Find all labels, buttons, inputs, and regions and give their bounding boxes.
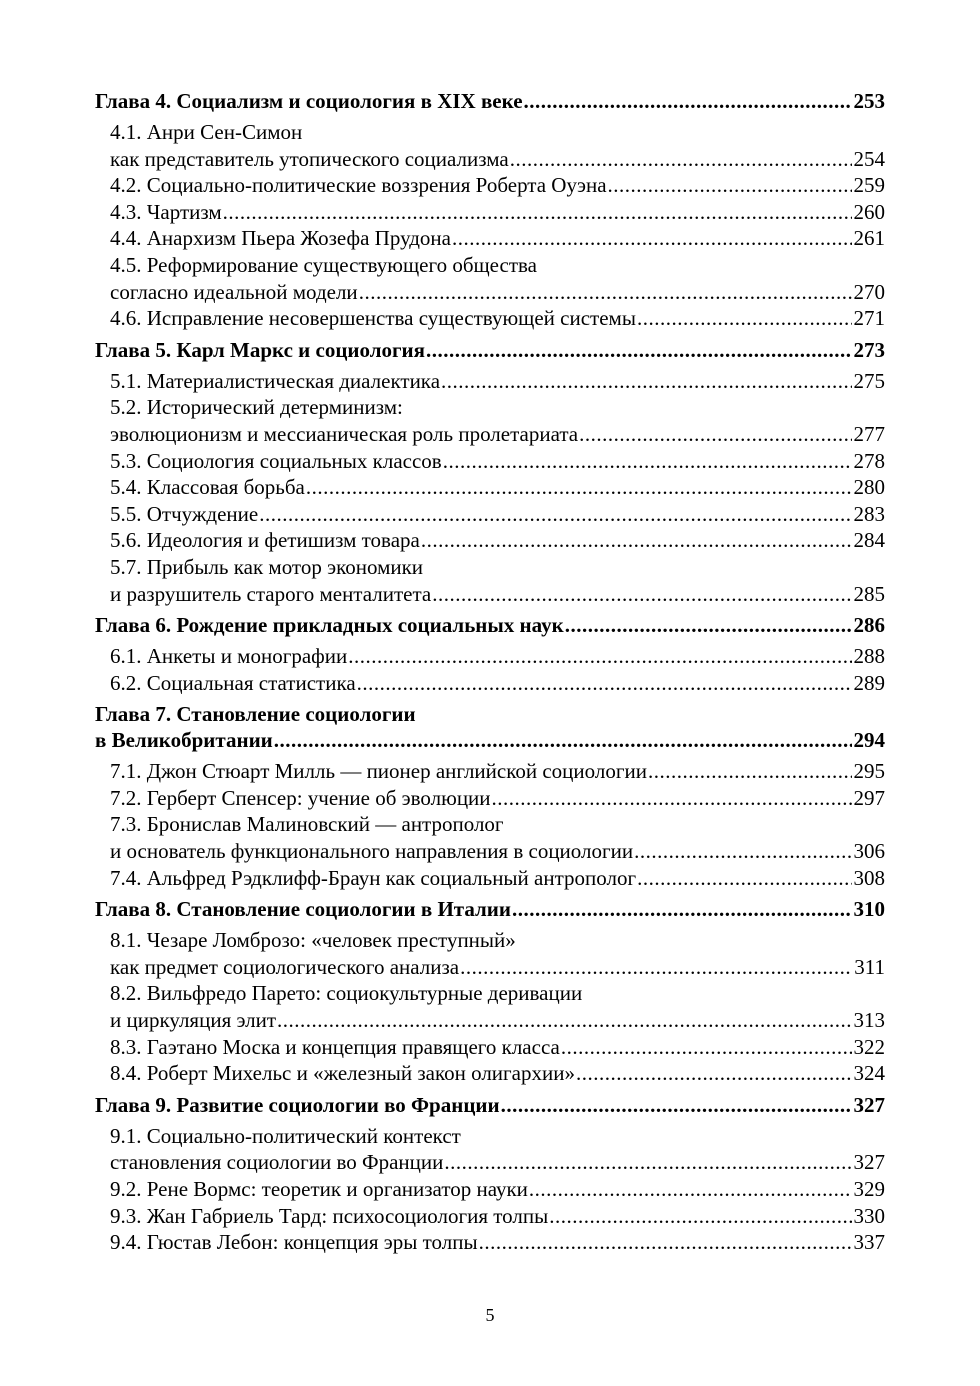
entry-title: 7.4. Альфред Рэдклифф-Браун как социальный антрополог bbox=[110, 865, 637, 890]
entry-title: 8.1. Чезаре Ломброзо: «человек преступный» bbox=[110, 928, 516, 953]
entry-title: 9.1. Социально-политический контекст bbox=[110, 1123, 461, 1148]
entry-title: Глава 9. Развитие социологии во Франции bbox=[95, 1092, 500, 1117]
entry-line bbox=[110, 119, 885, 146]
entry-page-number: 277 bbox=[853, 421, 885, 446]
toc-section bbox=[95, 448, 885, 475]
entry-title: 5.6. Идеология и фетишизм товара bbox=[110, 528, 420, 553]
entry-title: 9.2. Рене Вормс: теоретик и организатор науки bbox=[110, 1177, 528, 1201]
entry-page-number: 261 bbox=[853, 226, 885, 251]
toc-section bbox=[95, 1034, 885, 1061]
chapter-heading bbox=[95, 88, 885, 114]
entry-page-number: 311 bbox=[854, 954, 885, 979]
entry-line bbox=[95, 337, 885, 363]
toc-section bbox=[95, 1229, 885, 1256]
entry-line bbox=[110, 146, 885, 173]
entry-line bbox=[110, 1229, 885, 1256]
dot-leader bbox=[426, 337, 851, 363]
entry-line bbox=[95, 88, 885, 114]
entry-title: 4.5. Реформирование существующего общества bbox=[110, 252, 537, 277]
entry-title: Глава 8. Становление социологии в Италии bbox=[95, 897, 512, 922]
toc-section bbox=[95, 119, 885, 172]
entry-title: 4.4. Анархизм Пьера Жозефа Прудона bbox=[110, 226, 451, 251]
entry-line bbox=[110, 554, 885, 581]
entry-title: Глава 4. Социализм и социология в XIX веке bbox=[95, 89, 523, 113]
chapter-heading bbox=[95, 701, 885, 753]
entry-title: 9.4. Гюстав Лебон: концепция эры толпы bbox=[110, 1230, 478, 1255]
toc-chapter bbox=[95, 337, 885, 607]
dot-leader bbox=[348, 643, 851, 670]
entry-page-number: 270 bbox=[853, 279, 885, 304]
toc-section bbox=[95, 527, 885, 554]
entry-line bbox=[110, 368, 885, 395]
dot-leader bbox=[479, 1229, 852, 1256]
entry-page-number: 254 bbox=[853, 146, 885, 171]
entry-page-number: 260 bbox=[853, 199, 885, 224]
entry-title: 5.3. Социология социальных классов bbox=[110, 448, 442, 473]
toc-section bbox=[95, 865, 885, 892]
entry-title: и циркуляция элит bbox=[110, 1008, 277, 1033]
toc-section bbox=[95, 1060, 885, 1087]
entry-page-number: 288 bbox=[853, 644, 885, 669]
entry-page-number: 327 bbox=[853, 1150, 885, 1175]
chapter-heading bbox=[95, 1092, 885, 1118]
dot-leader bbox=[608, 172, 852, 199]
entry-line bbox=[110, 1060, 885, 1087]
entry-title: и основатель функционального направления в социологии bbox=[110, 839, 634, 864]
entry-title: 5.5. Отчуждение bbox=[110, 501, 259, 526]
toc-section bbox=[95, 1176, 885, 1203]
entry-line bbox=[95, 701, 885, 727]
toc-section bbox=[95, 758, 885, 785]
entry-title: в Великобритании bbox=[95, 728, 273, 753]
entry-page-number: 306 bbox=[853, 839, 885, 864]
toc-section bbox=[95, 785, 885, 812]
entry-page-number: 286 bbox=[853, 613, 885, 638]
toc-section bbox=[95, 305, 885, 332]
entry-line bbox=[110, 1149, 885, 1176]
entry-title: 8.3. Гаэтано Моска и концепция правящего класса bbox=[110, 1034, 560, 1059]
dot-leader bbox=[512, 896, 851, 922]
entry-line bbox=[110, 1203, 885, 1230]
toc-section bbox=[95, 980, 885, 1033]
entry-page-number: 310 bbox=[853, 897, 885, 922]
toc-section bbox=[95, 474, 885, 501]
entry-page-number: 327 bbox=[853, 1092, 885, 1117]
entry-line bbox=[110, 501, 885, 528]
entry-page-number: 294 bbox=[853, 728, 885, 753]
toc-chapter bbox=[95, 612, 885, 696]
toc-section bbox=[95, 368, 885, 395]
page-number: 5 bbox=[485, 1305, 495, 1325]
entry-title: 4.3. Чартизм bbox=[110, 199, 222, 224]
dot-leader bbox=[510, 146, 852, 173]
toc-section bbox=[95, 252, 885, 305]
dot-leader bbox=[274, 727, 852, 753]
dot-leader bbox=[549, 1203, 851, 1230]
toc-section bbox=[95, 225, 885, 252]
entry-line bbox=[110, 643, 885, 670]
entry-line bbox=[110, 1123, 885, 1150]
entry-line bbox=[110, 394, 885, 421]
entry-title: 5.7. Прибыль как мотор экономики bbox=[110, 554, 424, 579]
entry-line bbox=[95, 1092, 885, 1118]
toc-section bbox=[95, 554, 885, 607]
toc-chapter bbox=[95, 896, 885, 1087]
entry-line bbox=[110, 252, 885, 279]
entry-page-number: 253 bbox=[853, 89, 885, 113]
chapter-heading bbox=[95, 896, 885, 922]
entry-line bbox=[110, 421, 885, 448]
entry-title: Глава 5. Карл Маркс и социология bbox=[95, 337, 426, 362]
dot-leader bbox=[306, 474, 852, 501]
toc-section bbox=[95, 643, 885, 670]
entry-line bbox=[110, 785, 885, 812]
toc-section bbox=[95, 927, 885, 980]
entry-line bbox=[110, 1007, 885, 1034]
dot-leader bbox=[634, 838, 851, 865]
entry-line bbox=[110, 1176, 885, 1203]
entry-title: 8.2. Вильфредо Парето: социокультурные деривации bbox=[110, 981, 583, 1006]
dot-leader bbox=[524, 88, 852, 114]
entry-page-number: 322 bbox=[853, 1034, 885, 1059]
entry-title: 7.3. Бронислав Малиновский — антрополог bbox=[110, 812, 504, 837]
toc-section bbox=[95, 199, 885, 226]
entry-title: Глава 7. Становление социологии bbox=[95, 702, 416, 727]
entry-line bbox=[110, 865, 885, 892]
entry-title: как представитель утопического социализма bbox=[110, 146, 509, 171]
dot-leader bbox=[277, 1007, 851, 1034]
dot-leader bbox=[259, 501, 851, 528]
entry-line bbox=[110, 758, 885, 785]
toc-chapter bbox=[95, 88, 885, 332]
entry-page-number: 289 bbox=[853, 670, 885, 695]
dot-leader bbox=[561, 1034, 852, 1061]
dot-leader bbox=[443, 448, 852, 475]
entry-page-number: 297 bbox=[853, 785, 885, 810]
toc-chapter bbox=[95, 1092, 885, 1256]
toc-section bbox=[95, 670, 885, 697]
entry-page-number: 329 bbox=[853, 1177, 885, 1201]
entry-page-number: 284 bbox=[853, 528, 885, 553]
entry-title: 4.2. Социально-политические воззрения Роберта Оуэна bbox=[110, 173, 607, 198]
entry-title: 8.4. Роберт Михельс и «железный закон олигархии» bbox=[110, 1061, 575, 1086]
entry-title: как предмет социологического анализа bbox=[110, 954, 460, 979]
toc-section bbox=[95, 394, 885, 447]
dot-leader bbox=[529, 1176, 852, 1203]
entry-line bbox=[110, 980, 885, 1007]
entry-page-number: 283 bbox=[853, 501, 885, 526]
entry-line bbox=[110, 225, 885, 252]
entry-page-number: 308 bbox=[853, 865, 885, 890]
entry-title: и разрушитель старого менталитета bbox=[110, 581, 432, 606]
entry-title: 6.1. Анкеты и монографии bbox=[110, 644, 348, 669]
entry-title: 4.6. Исправление несовершенства существующей системы bbox=[110, 306, 636, 331]
chapter-heading bbox=[95, 337, 885, 363]
entry-line bbox=[95, 896, 885, 922]
entry-page-number: 324 bbox=[853, 1061, 885, 1086]
toc-section bbox=[95, 501, 885, 528]
entry-title: 5.1. Материалистическая диалектика bbox=[110, 368, 441, 393]
entry-line bbox=[110, 838, 885, 865]
entry-title: 5.4. Классовая борьба bbox=[110, 475, 305, 500]
dot-leader bbox=[637, 865, 851, 892]
entry-title: 5.2. Исторический детерминизм: bbox=[110, 395, 403, 420]
entry-line bbox=[95, 727, 885, 753]
dot-leader bbox=[637, 305, 852, 332]
entry-title: Глава 6. Рождение прикладных социальных наук bbox=[95, 613, 564, 638]
dot-leader bbox=[492, 785, 852, 812]
dot-leader bbox=[223, 199, 852, 226]
entry-page-number: 313 bbox=[853, 1008, 885, 1033]
entry-title: эволюционизм и мессианическая роль пролетариата bbox=[110, 421, 579, 446]
dot-leader bbox=[576, 1060, 852, 1087]
entry-page-number: 278 bbox=[853, 448, 885, 473]
entry-line bbox=[110, 172, 885, 199]
entry-line bbox=[110, 954, 885, 981]
entry-page-number: 337 bbox=[853, 1230, 885, 1255]
dot-leader bbox=[648, 758, 852, 785]
toc-section bbox=[95, 811, 885, 864]
entry-page-number: 285 bbox=[853, 581, 885, 606]
entry-title: 7.1. Джон Стюарт Милль — пионер английской социологии bbox=[110, 759, 647, 784]
chapter-heading bbox=[95, 612, 885, 638]
entry-page-number: 280 bbox=[853, 475, 885, 500]
entry-line bbox=[110, 1034, 885, 1061]
entry-page-number: 259 bbox=[853, 173, 885, 198]
entry-line bbox=[110, 199, 885, 226]
entry-page-number: 330 bbox=[853, 1203, 885, 1228]
entry-page-number: 275 bbox=[853, 368, 885, 393]
dot-leader bbox=[432, 581, 851, 608]
toc-section bbox=[95, 1203, 885, 1230]
entry-line bbox=[110, 527, 885, 554]
dot-leader bbox=[579, 421, 851, 448]
dot-leader bbox=[359, 279, 852, 306]
dot-leader bbox=[421, 527, 852, 554]
entry-title: 4.1. Анри Сен-Симон bbox=[110, 120, 303, 144]
table-of-contents bbox=[95, 88, 885, 1261]
dot-leader bbox=[444, 1149, 851, 1176]
toc-section bbox=[95, 172, 885, 199]
entry-line bbox=[95, 612, 885, 638]
entry-line bbox=[110, 670, 885, 697]
entry-title: согласно идеальной модели bbox=[110, 279, 358, 304]
entry-line bbox=[110, 927, 885, 954]
entry-title: становления социологии во Франции bbox=[110, 1150, 444, 1175]
toc-section bbox=[95, 1123, 885, 1176]
toc-chapter bbox=[95, 701, 885, 891]
entry-line bbox=[110, 581, 885, 608]
dot-leader bbox=[460, 954, 852, 981]
entry-title: 6.2. Социальная статистика bbox=[110, 670, 356, 695]
entry-line bbox=[110, 474, 885, 501]
dot-leader bbox=[441, 368, 851, 395]
dot-leader bbox=[565, 612, 852, 638]
entry-title: 9.3. Жан Габриель Тард: психосоциология толпы bbox=[110, 1203, 549, 1228]
entry-line bbox=[110, 448, 885, 475]
entry-line bbox=[110, 279, 885, 306]
dot-leader bbox=[501, 1092, 852, 1118]
dot-leader bbox=[452, 225, 852, 252]
entry-line bbox=[110, 305, 885, 332]
entry-page-number: 273 bbox=[853, 337, 885, 362]
dot-leader bbox=[357, 670, 852, 697]
entry-line bbox=[110, 811, 885, 838]
entry-page-number: 271 bbox=[853, 306, 885, 331]
entry-page-number: 295 bbox=[853, 759, 885, 784]
entry-title: 7.2. Герберт Спенсер: учение об эволюции bbox=[110, 785, 491, 810]
